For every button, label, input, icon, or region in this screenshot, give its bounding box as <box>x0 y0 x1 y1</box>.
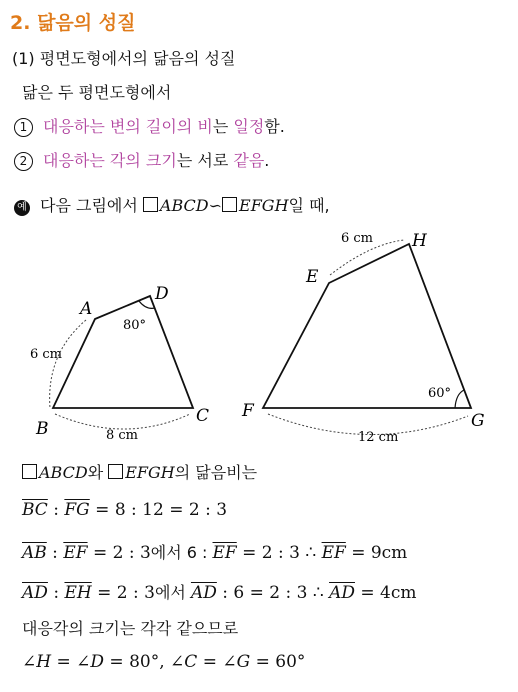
vertex-label-b: B <box>36 419 49 439</box>
solution-ad-eh: $\overline{AD}$ : $\overline{EH} = 2$ : 3에서 $\overline{AD}$ : 6 = 2 : 3 ∴ $\overline{AD} = 4cm$ <box>22 583 417 603</box>
angle-g: G <box>236 652 251 672</box>
ratio-expression: = 2 : 3 <box>87 543 151 563</box>
property-1-keyword: 일정 <box>233 117 265 136</box>
similar-symbol: ∽ <box>208 196 223 215</box>
angle-label-d: 80° <box>123 318 147 333</box>
angle-d: D <box>90 652 105 672</box>
section-heading <box>10 8 135 35</box>
square-symbol <box>143 197 158 212</box>
dimension-arc-bc <box>55 414 190 429</box>
ratio-expression: = 2 : 3 <box>91 583 155 603</box>
example-marker: 예 <box>14 200 30 216</box>
solution-connector: 에서 <box>154 583 191 602</box>
segment-eh: $\overline{EH}$ <box>64 583 92 603</box>
angle-symbol: ∠ <box>22 652 37 672</box>
segment-ef: $\overline{EF}$ <box>63 543 88 563</box>
dimension-arc-ab <box>50 320 86 408</box>
segment-ad: $\overline{AD}$ <box>329 583 355 603</box>
circled-number-1: 1 <box>14 118 33 137</box>
angle-value: = 60° <box>250 652 306 672</box>
quadrilateral-efgh <box>263 244 471 408</box>
property-1-connector: 는 <box>212 117 234 136</box>
vertex-label-g: G <box>471 411 485 431</box>
solution-bc-fg: $\overline{BC}$ : $\overline{FG} = 8$ : 12 = 2 : 3 <box>22 500 228 520</box>
example-statement <box>14 193 330 216</box>
segment-ef: $\overline{EF}$ <box>212 543 237 563</box>
similar-quadrilaterals-figure <box>0 222 518 452</box>
segment-ef: $\overline{EF}$ <box>321 543 346 563</box>
example-pre: 다음 그림에서 <box>40 196 143 215</box>
angle-h: H <box>36 652 52 672</box>
section-title: 닮음의 성질 <box>37 12 136 34</box>
result-value: = 4cm <box>354 583 417 603</box>
property-2-end: . <box>264 151 270 170</box>
property-2-keyword: 같음 <box>233 151 265 170</box>
quad-abcd-label: ABCD <box>39 463 88 482</box>
square-symbol <box>222 197 237 212</box>
circled-number-2: 2 <box>14 152 33 171</box>
vertex-label-d: D <box>155 284 169 304</box>
vertex-label-f: F <box>242 401 254 421</box>
square-symbol <box>108 464 123 479</box>
example-post: 일 때, <box>288 196 330 215</box>
vertex-label-h: H <box>412 231 427 251</box>
length-label-fg: 12 cm <box>358 430 399 445</box>
property-item-1 <box>14 114 285 137</box>
angle-c: C <box>184 652 198 672</box>
property-item-2 <box>14 148 269 171</box>
length-label-ab: 6 cm <box>30 347 63 362</box>
property-2-phrase: 대응하는 각의 크기 <box>43 151 177 170</box>
subsection-title <box>12 46 235 69</box>
ratio-expression: = 2 : 3 ∴ <box>236 543 322 563</box>
quad-abcd-label: ABCD <box>159 196 209 215</box>
angle-symbol: ∠ <box>222 652 237 672</box>
result-value: = 9cm <box>345 543 408 563</box>
solution-connector: 와 <box>87 463 109 482</box>
quad-efgh-label: EFGH <box>125 463 175 482</box>
vertex-label-c: C <box>196 406 210 426</box>
segment-bc: $\overline{BC}$ <box>22 500 48 520</box>
length-label-bc: 8 cm <box>106 428 139 443</box>
property-1-end: 함. <box>264 117 285 136</box>
angle-symbol: ∠ <box>76 652 91 672</box>
vertex-label-a: A <box>80 299 93 319</box>
ratio-expression: : 6 = 2 : 3 ∴ <box>216 583 330 603</box>
subsection-label: (1) 평면도형에서의 닮음의 성질 <box>12 49 236 68</box>
square-symbol <box>22 464 37 479</box>
segment-ad: $\overline{AD}$ <box>190 583 217 603</box>
segment-fg: $\overline{FG}$ <box>64 500 90 520</box>
property-2-connector: 는 서로 <box>176 151 234 170</box>
segment-ad: $\overline{AD}$ <box>22 583 48 603</box>
length-label-eh: 6 cm <box>341 231 374 246</box>
solution-ratio-text: 의 닮음비는 <box>174 463 258 482</box>
angle-symbol: ∠ <box>170 652 185 672</box>
solution-ab-ef: $\overline{AB}$ : $\overline{EF} = 2$ : 3에서 6 : $\overline{EF} = 2$ : 3 ∴ $\overline{EF} = 9cm$ <box>22 543 408 563</box>
quadrilateral-abcd <box>53 296 193 408</box>
section-number: 2. <box>10 12 31 34</box>
solution-ratio-intro <box>22 460 257 483</box>
solution-angles: ∠H = ∠D = 80°, ∠C = ∠G = 60° <box>22 652 306 672</box>
angle-arc-g <box>455 390 464 408</box>
solution-connector: 에서 6 : <box>150 543 213 562</box>
segment-ab: $\overline{AB}$ <box>22 543 47 563</box>
angle-label-g: 60° <box>428 386 452 401</box>
quad-efgh-label: EFGH <box>239 196 289 215</box>
angle-value: = 80°, <box>104 652 171 672</box>
vertex-label-e: E <box>306 267 319 287</box>
property-1-phrase: 대응하는 변의 길이의 비 <box>43 117 213 136</box>
intro-text: 닮은 두 평면도형에서 <box>22 83 172 102</box>
ratio-expression: = 8 : 12 = 2 : 3 <box>89 500 228 520</box>
solution-angle-intro: 대응각의 크기는 각각 같으므로 <box>22 619 239 638</box>
